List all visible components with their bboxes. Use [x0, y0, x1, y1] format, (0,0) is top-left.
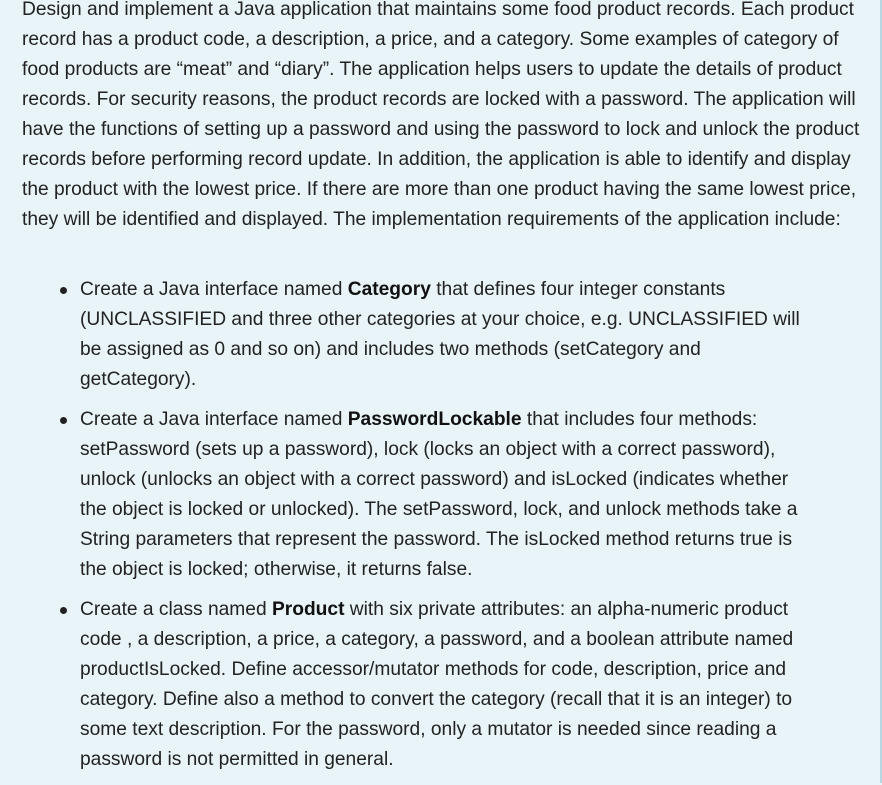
requirement-password-lockable — [0, 405, 820, 585]
requirement-keyword: Category — [347, 279, 431, 300]
requirement-keyword: PasswordLockable — [347, 409, 522, 430]
requirements-list — [0, 275, 840, 785]
requirement-text-before: Create a Java interface named — [80, 279, 348, 300]
requirement-category — [0, 275, 820, 395]
requirement-text-after: that includes four methods: setPassword (sets up a password), lock (locks an object with a correct password), unlock (unlocks an object with a correct password) and isLocked (indicates whether the object is locked or unlocked). The setPassword, lock, and unlock methods take a String parameters that represent the password. The isLocked method returns true is the object is locked; otherwise, it returns false. — [80, 409, 798, 580]
requirement-keyword: Product — [271, 599, 345, 620]
requirement-text-before: Create a Java interface named — [80, 409, 348, 430]
requirement-product — [0, 595, 820, 775]
requirement-text-after: that defines four integer constants (UNCLASSIFIED and three other categories at your choice, e.g. UNCLASSIFIED will be assigned as 0 and so on) and includes two methods (setCategory and getCategory). — [80, 279, 800, 390]
requirement-text-after: with six private attributes: an alpha-numeric product code , a description, a price, a category, a password, and a boolean attribute named productIsLocked. Define accessor/mutator methods for code, description, price and category. Define also a method to convert the category (recall that it is an integer) to some text description. For the password, only a mutator is needed since reading a password is not permitted in general. — [80, 599, 794, 770]
intro-paragraph: Design and implement a Java application that maintains some food product records. Each product record has a product code, a description, a price, and a category. Some examples of category of food products are “meat” and “diary”. The application helps users to update the details of product records. For security reasons, the product records are locked with a password. The application will have the functions of setting up a password and using the password to lock and unlock the product records before performing record update. In addition, the application is able to identify and display the product with the lowest price. If there are more than one product having the same lowest price, they will be identified and displayed. The implementation requirements of the application include: — [22, 0, 860, 230]
requirement-text-before: Create a class named — [80, 599, 272, 620]
